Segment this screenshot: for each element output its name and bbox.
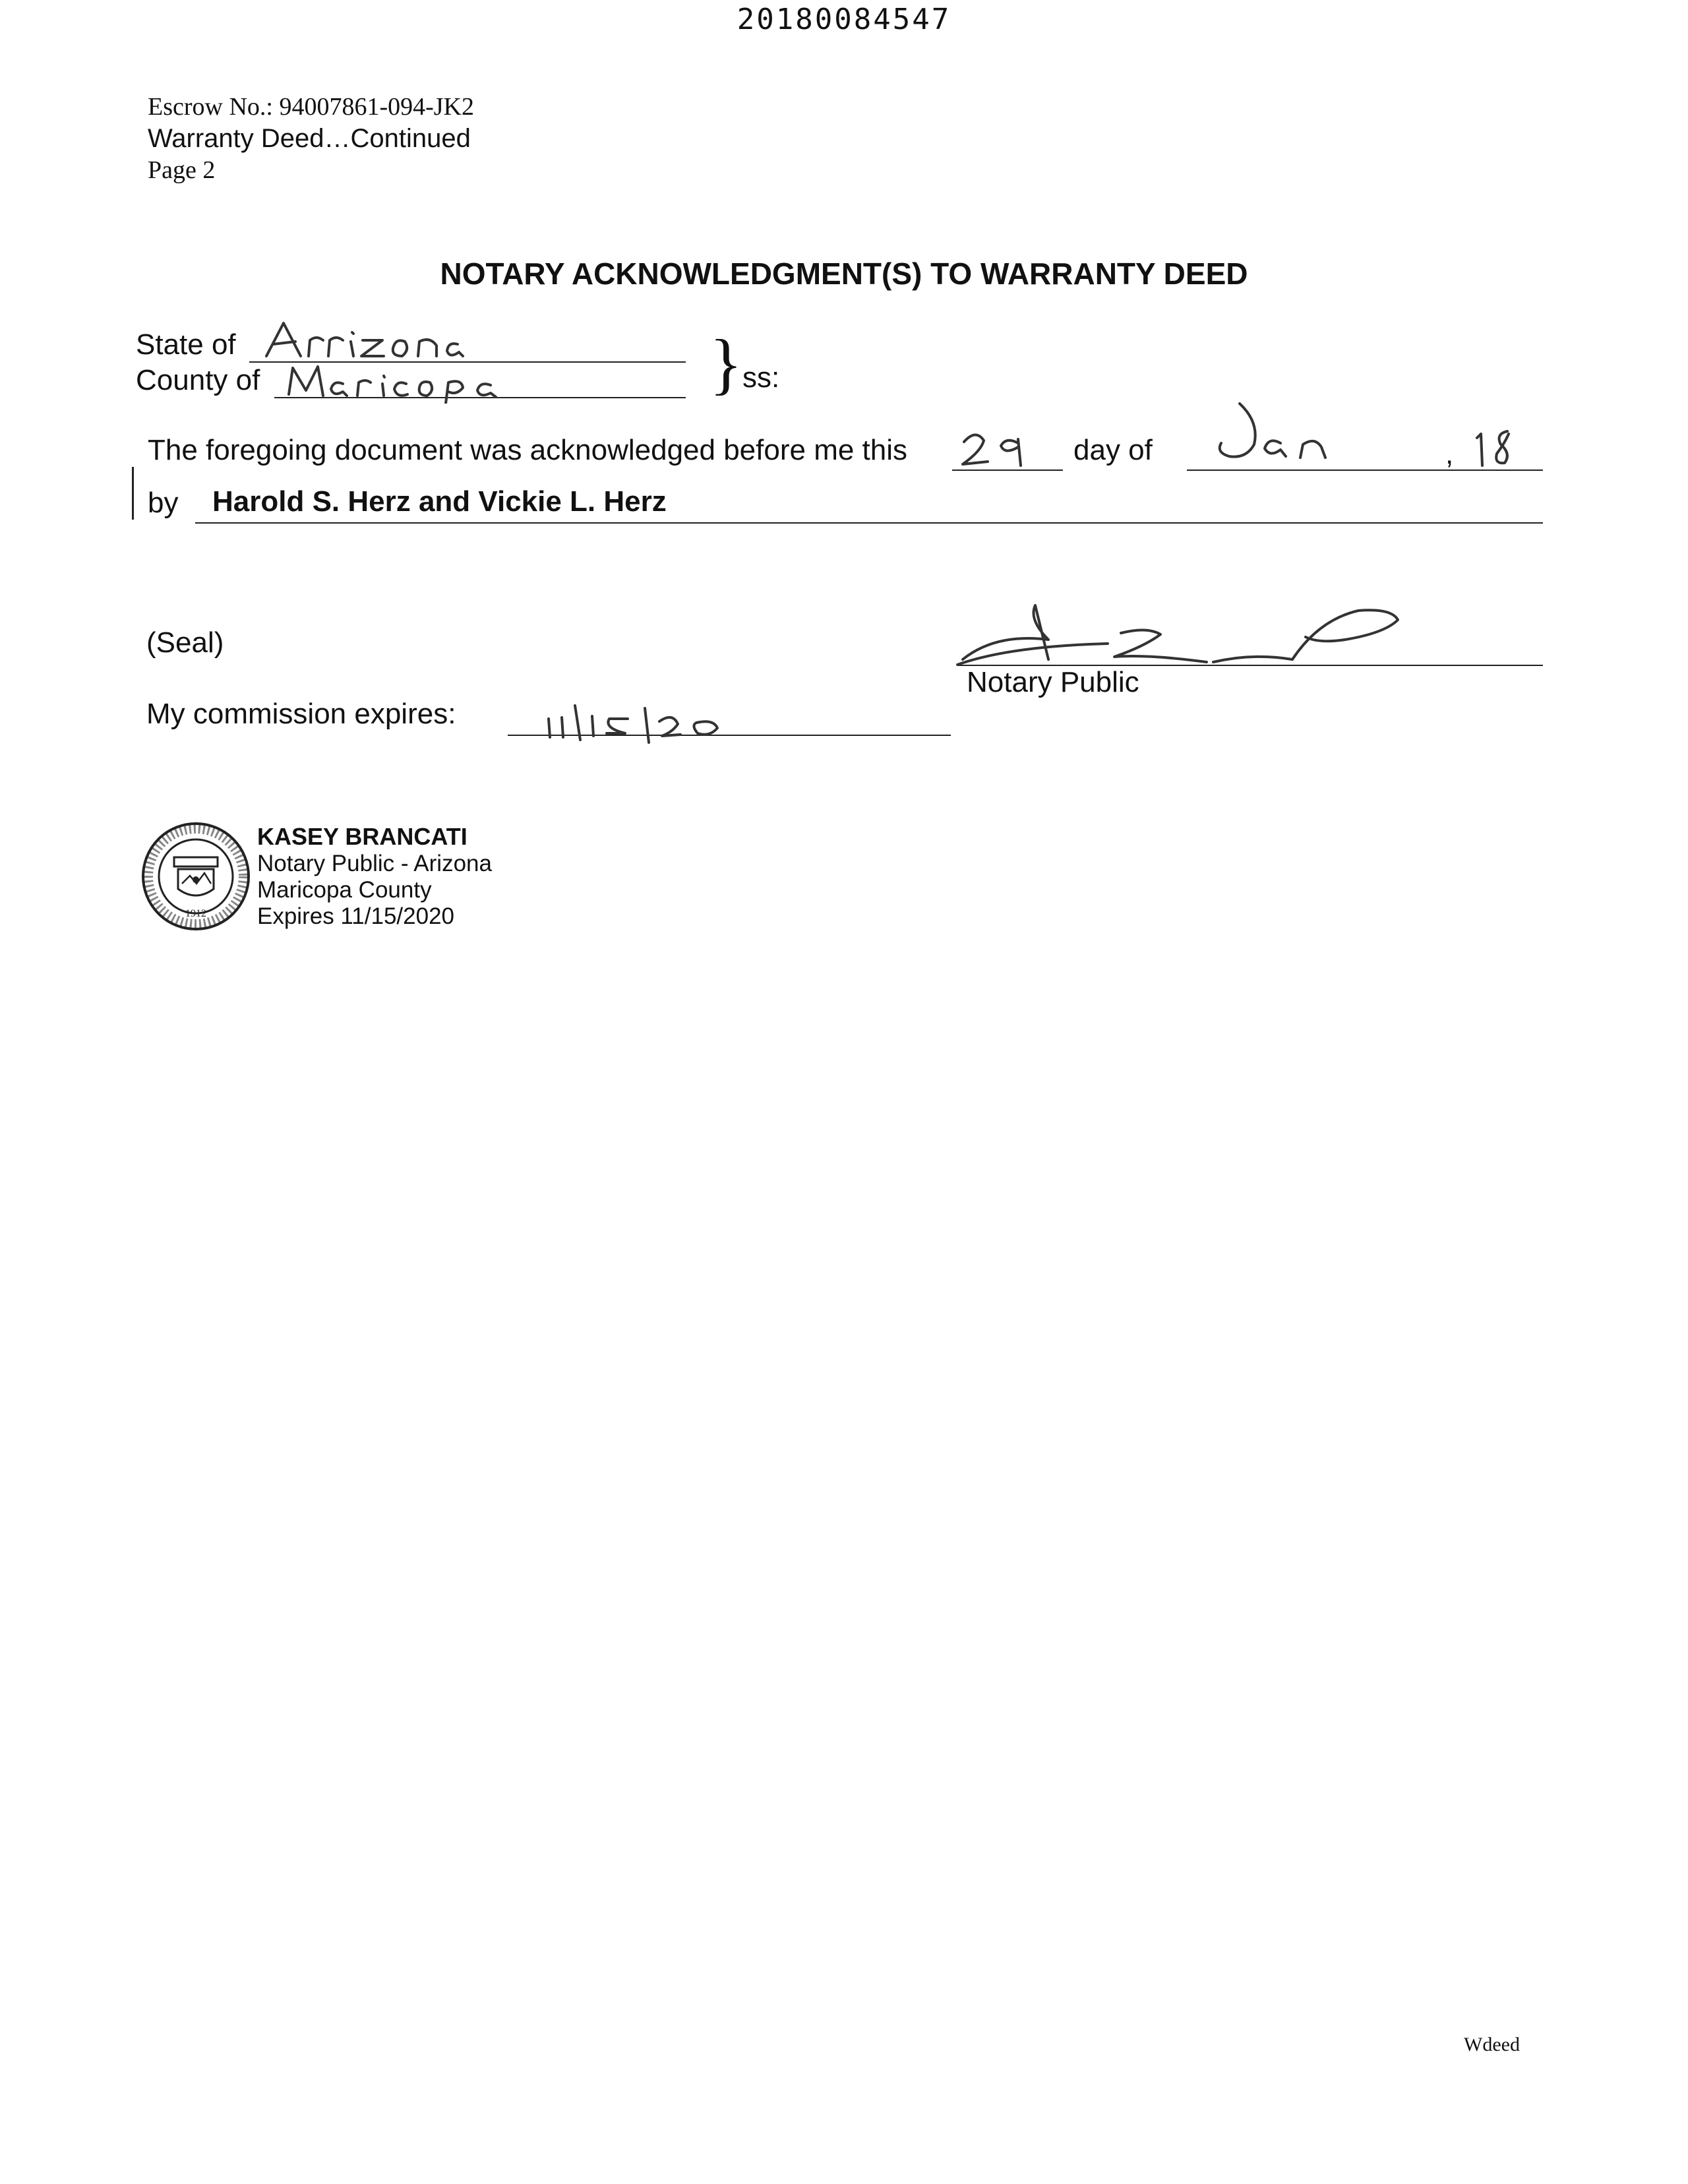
day-handwriting [957, 427, 1050, 470]
document-title-line: Warranty Deed…Continued [148, 124, 471, 153]
page-number: Page 2 [148, 156, 216, 184]
great-seal-of-arizona-icon [140, 820, 252, 932]
day-underline [952, 470, 1063, 471]
notary-stamp-name: KASEY BRANCATI [257, 823, 467, 850]
by-label: by [148, 487, 179, 519]
notary-public-label: Notary Public [967, 666, 1139, 698]
year-comma: , [1445, 438, 1454, 470]
acknowledgment-text: The foregoing document was acknowledged before me this [148, 434, 908, 466]
venue-brace: } [709, 326, 742, 402]
commission-label: My commission expires: [146, 698, 456, 730]
county-handwriting [284, 361, 547, 404]
recording-number: 20180084547 [737, 3, 951, 36]
state-handwriting [257, 315, 508, 368]
by-underline [195, 522, 1543, 524]
state-label: State of [136, 328, 236, 361]
day-of-label: day of [1073, 434, 1153, 466]
year-handwriting [1470, 425, 1523, 471]
month-handwriting [1207, 396, 1339, 467]
seal-label: (Seal) [146, 626, 224, 659]
notary-stamp-title: Notary Public - Arizona [257, 851, 492, 876]
ss-label: ss: [742, 361, 780, 394]
margin-mark [132, 467, 134, 520]
footer-form-code: Wdeed [1464, 2034, 1520, 2055]
notary-stamp-expires: Expires 11/15/2020 [257, 903, 455, 929]
acknowledging-parties: Harold S. Herz and Vickie L. Herz [212, 485, 667, 518]
svg-text:1912: 1912 [185, 908, 206, 919]
commission-date-handwriting [541, 699, 752, 745]
page-title: NOTARY ACKNOWLEDGMENT(S) TO WARRANTY DEED [440, 257, 1248, 291]
notary-stamp-county: Maricopa County [257, 877, 432, 903]
county-label: County of [136, 364, 260, 396]
escrow-number: Escrow No.: 94007861-094-JK2 [148, 93, 475, 121]
